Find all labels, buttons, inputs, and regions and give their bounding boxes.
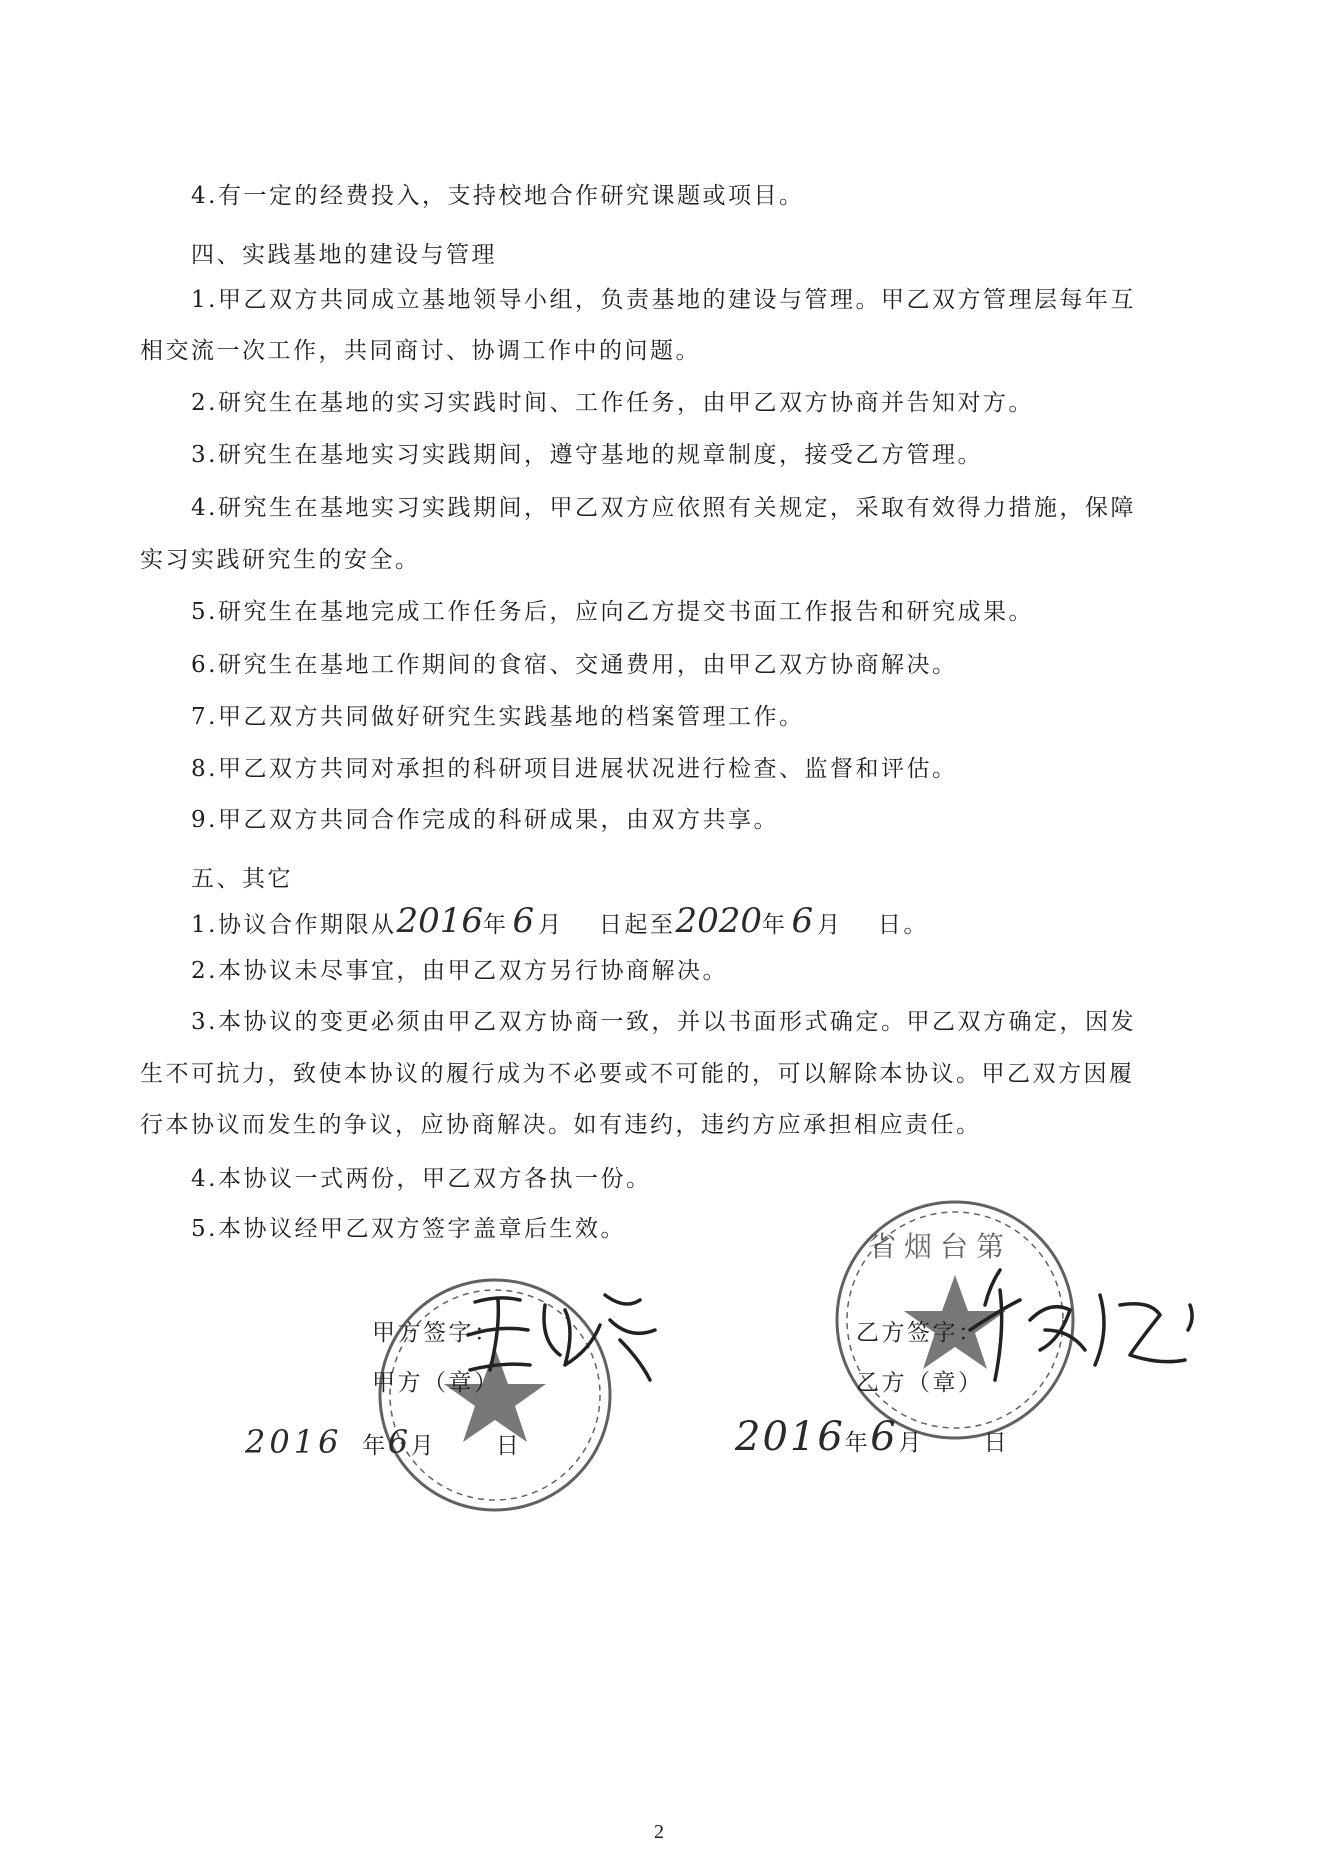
- party-a-sign-label: 甲方签字：: [372, 1320, 500, 1346]
- section-4-item-3: 3.研究生在基地实习实践期间，遵守基地的规章制度，接受乙方管理。: [191, 442, 983, 468]
- section-5-item-3-cont-2: 行本协议而发生的争议，应协商解决。如有违约，违约方应承担相应责任。: [140, 1112, 982, 1138]
- party-a-ri: 日: [495, 1433, 522, 1459]
- section-5-item-3: 3.本协议的变更必须由甲乙双方协商一致，并以书面形式确定。甲乙双方确定，因发: [191, 1009, 1136, 1035]
- party-b-year: 2016: [735, 1414, 845, 1460]
- clause-4-4: 4.有一定的经费投入，支持校地合作研究课题或项目。: [191, 183, 805, 209]
- party-b-seal-label: 乙方（章）: [856, 1370, 984, 1396]
- section-5-item-3-cont-1: 生不可抗力，致使本协议的履行成为不必要或不可能的，可以解除本协议。甲乙双方因履: [140, 1061, 1135, 1087]
- year-char: 年: [482, 912, 509, 938]
- party-b-sign-label: 乙方签字：: [856, 1320, 984, 1346]
- section-4-item-7: 7.甲乙双方共同做好研究生实践基地的档案管理工作。: [191, 704, 805, 730]
- party-b-ri: 日: [983, 1430, 1010, 1456]
- section-4-item-8: 8.甲乙双方共同对承担的科研项目进展状况进行检查、监督和评估。: [191, 756, 958, 782]
- year-char-2: 年: [761, 912, 788, 938]
- start-suffix: 月 日起至: [538, 912, 676, 938]
- party-a-date: [245, 1423, 522, 1461]
- party-b-yue: 月: [898, 1430, 924, 1456]
- party-a-yue: 月: [410, 1433, 437, 1459]
- section-4-item-4-cont: 实习实践研究生的安全。: [140, 547, 421, 573]
- section-4-item-6: 6.研究生在基地工作期间的食宿、交通费用，由甲乙双方协商解决。: [191, 652, 958, 678]
- handwritten-start-month: 6: [512, 901, 535, 941]
- section-4-item-5: 5.研究生在基地完成工作任务后，应向乙方提交书面工作报告和研究成果。: [191, 599, 1034, 625]
- party-b-month: 6: [870, 1414, 899, 1460]
- section-4-item-2: 2.研究生在基地的实习实践时间、工作任务，由甲乙双方协商并告知对方。: [191, 390, 1034, 416]
- party-b-nian: 年: [844, 1430, 871, 1456]
- section-5-heading: 五、其它: [191, 866, 293, 892]
- section-5-item-5: 5.本协议经甲乙双方签字盖章后生效。: [191, 1216, 626, 1242]
- section-4-item-9: 9.甲乙双方共同合作完成的科研成果，由双方共享。: [191, 807, 779, 833]
- party-a-year: 2016: [245, 1423, 343, 1461]
- party-b-signature: [970, 1270, 1192, 1380]
- section-4-item-4: 4.研究生在基地实习实践期间，甲乙双方应依照有关规定，采取有效得力措施，保障: [191, 495, 1136, 521]
- handwritten-end-year: 2020: [675, 901, 762, 941]
- party-a-month: 6: [387, 1423, 411, 1461]
- handwritten-end-month: 6: [791, 901, 814, 941]
- seal-b-text: 省烟台第: [868, 1230, 1013, 1263]
- party-b-date: [735, 1414, 1010, 1460]
- section-4-item-1: 1.甲乙双方共同成立基地领导小组，负责基地的建设与管理。甲乙双方管理层每年互: [191, 287, 1136, 313]
- section-4-item-1-cont: 相交流一次工作，共同商讨、协调工作中的问题。: [140, 338, 701, 364]
- section-4-heading: 四、实践基地的建设与管理: [191, 242, 497, 268]
- party-a-nian: 年: [362, 1433, 388, 1459]
- term-prefix: 1.协议合作期限从: [191, 912, 397, 938]
- end-suffix: 月 日。: [817, 912, 929, 938]
- party-a-seal-label: 甲方（章）: [372, 1370, 500, 1396]
- page-number: 2: [654, 1821, 664, 1843]
- section-5-item-2: 2.本协议未尽事宜，由甲乙双方另行协商解决。: [191, 958, 728, 984]
- section-5-item-4: 4.本协议一式两份，甲乙双方各执一份。: [191, 1166, 652, 1192]
- handwritten-start-year: 2016: [396, 901, 483, 941]
